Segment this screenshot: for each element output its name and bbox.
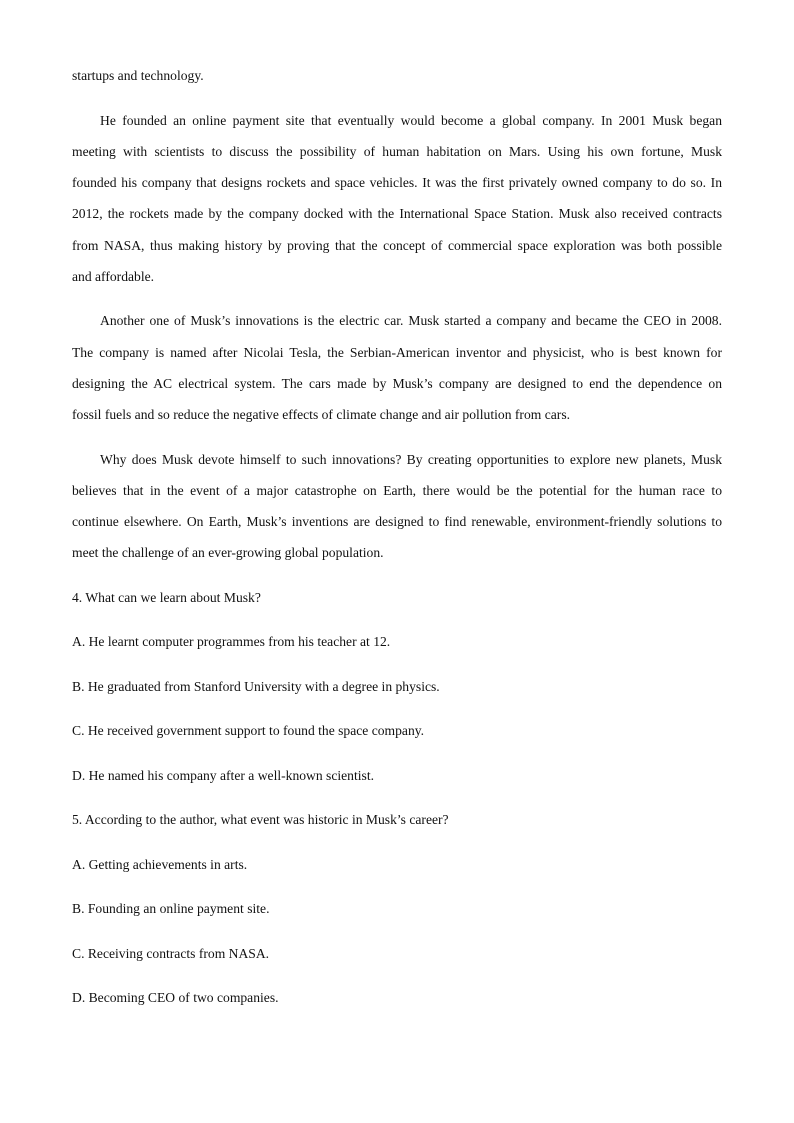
answer-option-b: B. He graduated from Stanford University with a degree in physics. — [72, 679, 440, 694]
paragraph-line: The company is named after Nicolai Tesla, the Serbian-American inventor and physicist, who is best known for — [72, 345, 722, 360]
paragraph-line: from NASA, thus making history by proving that the concept of commercial space exploration was both possible — [72, 238, 722, 253]
paragraph-line: 2012, the rockets made by the company docked with the International Space Station. Musk also received contracts — [72, 206, 722, 221]
paragraph-line: believes that in the event of a major catastrophe on Earth, there would be the potential for the human race to — [72, 483, 722, 498]
question-stem: 4. What can we learn about Musk? — [72, 590, 261, 605]
paragraph-line: designing the AC electrical system. The cars made by Musk’s company are designed to end the dependence on — [72, 376, 722, 391]
paragraph-line: He founded an online payment site that eventually would become a global company. In 2001 Musk began — [100, 113, 722, 128]
answer-option-d: D. Becoming CEO of two companies. — [72, 990, 279, 1005]
answer-option-c: C. He received government support to found the space company. — [72, 723, 425, 738]
question-stem: 5. According to the author, what event was historic in Musk’s career? — [72, 812, 449, 827]
answer-option-d: D. He named his company after a well-known scientist. — [72, 768, 374, 783]
paragraph-line: continue elsewhere. On Earth, Musk’s inventions are designed to find renewable, environment-friendly solutions to — [72, 514, 722, 529]
paragraph-line: meeting with scientists to discuss the possibility of human habitation on Mars. Using his own fortune, Musk — [72, 144, 722, 159]
paragraph-line: Another one of Musk’s innovations is the electric car. Musk started a company and became the CEO in 2008. — [100, 313, 722, 328]
paragraph-line: meet the challenge of an ever-growing global population. — [72, 545, 384, 560]
paragraph-line: Why does Musk devote himself to such innovations? By creating opportunities to explore new planets, Musk — [100, 452, 722, 467]
passage-intro-fragment: startups and technology. — [72, 68, 204, 83]
paragraph-line: founded his company that designs rockets and space vehicles. It was the first privately owned company to do so. In — [72, 175, 722, 190]
paragraph-line: and affordable. — [72, 269, 155, 284]
paragraph-line: fossil fuels and so reduce the negative effects of climate change and air pollution from cars. — [72, 407, 571, 422]
answer-option-a: A. He learnt computer programmes from his teacher at 12. — [72, 634, 391, 649]
answer-option-a: A. Getting achievements in arts. — [72, 857, 248, 872]
answer-option-b: B. Founding an online payment site. — [72, 901, 270, 916]
answer-option-c: C. Receiving contracts from NASA. — [72, 946, 270, 961]
document-page — [72, 0, 722, 1123]
